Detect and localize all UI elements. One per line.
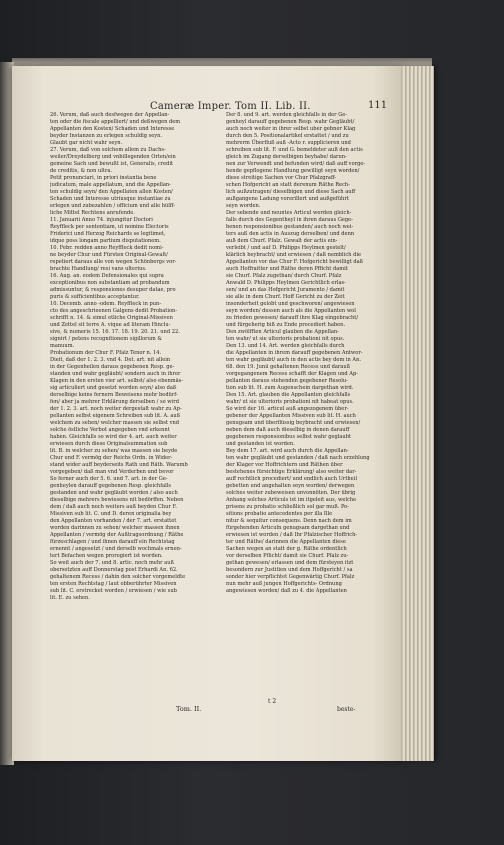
text-line: haben. Gleichfalls so wird der 4. art. auch weiter [50, 434, 177, 440]
text-line: sie alle in dem Churf. Hoff Gericht zu der Zeit [226, 294, 345, 300]
text-line: stand wider auff beyderseits Rath und Räth. Warumb [50, 462, 188, 468]
text-line: gethan gewesen/ erlassen und dem fürsteyen itzt [226, 560, 354, 566]
text-line: ters auß den actis in Auszug derselben/ und denn [226, 231, 355, 237]
text-line: Den zwölfften Articul glauben die Appellan- [226, 329, 339, 335]
text-line: schrifft n. 14. & simul etliche Original-Missiven [50, 315, 173, 321]
running-head: Cameræ Imper. Tom II. Lib. II. [150, 101, 311, 112]
text-line: gestanden und wahr gegläubt worden / also auch [50, 490, 178, 496]
text-line: fürgehenden Articuln genugsam dargethan und [226, 525, 350, 531]
text-line: pellanten selbst eigenem Schreiben sub lit. A. auß [50, 413, 181, 419]
text-line: zu frieden gewesen/ darauff ihre Klag eingebracht/ [226, 315, 359, 321]
text-line: standen und wahr gegläubt/ sondern auch in ihrer [50, 371, 181, 377]
text-line: admissuntur, & responsiones desuper datae, pro [50, 287, 176, 293]
text-line: besondern zur Justitien und dem Hoffgericht / sa [226, 567, 353, 573]
text-line: Den 13. und 14. Art. werden gleichfalls durch [226, 343, 345, 349]
text-line: derselbige keins fernern Beweisens mehr bedürf- [50, 392, 178, 398]
text-line: worden darinnen zu sehen/ welcher massen ihnen [50, 525, 180, 531]
text-line: So ferner auch der 5. 6. und 7. art. in der Ge- [50, 476, 168, 482]
text-line: liche Mittel Rechtens anrufende. [50, 210, 135, 216]
text-line: ne beyder Chur und Fürsten Original-Gewalt/ [50, 252, 168, 258]
text-line: sie Churf. Pfalz zugethan/ durch Churf. Pfalz [226, 273, 342, 279]
text-line: und fürgeherig biß zu Ende procediert haben. [226, 322, 346, 328]
text-line: brachte Handlung/ resi vans ulterius. [50, 266, 147, 272]
text-line: verleibt / und auf D. Philipps Heylmen gestelt/ [226, 245, 346, 251]
text-line: ten oder die fiscale appelliert/ und deßwegen dem [50, 119, 181, 125]
text-line: nen zur Verwendt und befunden wird/ daß auff vorge- [226, 161, 366, 167]
text-line: neben dem daß auch dieselbig in denen darauff [226, 427, 350, 433]
text-line: sonder hier verpflichtet Gegenwärtig Churf. Pfalz [226, 574, 355, 580]
text-line: ter und Räthe/ darinnen die Appellanten diese [226, 539, 346, 545]
text-line: dem / daß auch noch weiters auß beyden Chur F. [50, 504, 177, 510]
text-line: puris & sufficientibus acceptantur. [50, 294, 140, 300]
text-line: genugsam und überflüssig beybracht und erwiesen/ [226, 420, 361, 426]
text-line: Anwald D. Philipps Heylmen Gerichtlich erlas- [226, 280, 346, 286]
text-line: Probationum der Chur F. Pfalz Tenor n. 14. [50, 350, 162, 356]
text-line: insonderheit gelobt und geschworen/ angewiesen [226, 301, 355, 307]
text-line: seyn worden. [226, 203, 261, 209]
text-line: Sachen wegen an statt der g. Räthe ordentlich [226, 546, 347, 552]
text-line: den Appellanten vorhanden / der 7. art. erstattet [50, 518, 177, 524]
text-line: 10. Febr. redden anno Reyffleck dedit nomi- [50, 245, 164, 251]
text-line: 10. Decemb. anno -odem. Reyffleck in pun- [50, 301, 162, 307]
text-line: erwiesen ist worden / daß Ihr Pfalzischer Hoffrich- [226, 532, 358, 538]
text-line: manuum. [50, 343, 75, 349]
page-stack-edge [402, 66, 434, 761]
text-column-left [50, 112, 221, 717]
text-line: und gestanden ist worden. [226, 441, 295, 447]
signature-mark: t 2 [268, 698, 277, 705]
text-line: dieselbige mehrers bewiesens nit bedörffen. Neben [50, 497, 184, 503]
text-line: obersetzten auff Donnerstag post Erhardi An. 62. [50, 567, 178, 573]
text-line: 11. Januarii Anno 74. injungitur Doctori [50, 217, 153, 223]
text-line: beyder Instanzen zu erlegen schuldig seyn. [50, 133, 163, 139]
text-line: Glaubt gar nicht wahr seyn. [50, 140, 123, 146]
text-line: Den 15. Art. glauben die Appellanten gleichfalls [226, 392, 351, 398]
text-line: vorgegangenem Recess schafft der Klagen und Ap- [226, 371, 358, 377]
text-line: solches weiter zubeweisen unvonnöten. Der übrig [226, 490, 356, 496]
text-line: idque poss longam partium disputationem. [50, 238, 161, 244]
text-line: ten schuldig seyn/ den Appellaten allen Kosten/ [50, 189, 173, 195]
text-line: lit. B. in welcher zu sehen/ was massen sie beyde [50, 448, 178, 454]
text-line: signirt / petens recognitionem sigillorum & [50, 336, 162, 342]
text-line: sitions probatio antecedentes per illa Ille [226, 511, 333, 517]
text-line: sen/ und an das Hofgericht Juramento / damit [226, 287, 345, 293]
text-line: nitur & sequitur consequens. Denn nach dem im [226, 518, 352, 524]
text-line: klärlich beybracht/ und erwiesen / daß nemblich die [226, 252, 361, 258]
text-line: durch den 5. Positionalartikel erstattet / und zu [226, 133, 349, 139]
text-line: Reyffleck per sententiam, ut nomine Electoris [50, 224, 169, 230]
text-line: tion sub lit. H. zum Augenschein dargethan wird. [226, 385, 354, 391]
text-line: fürzeschlagen / und ihnen darauff ein Rechtstag [50, 539, 175, 545]
text-line: auch noch weiter in ihrer selbst uber gebner Klag [226, 126, 356, 132]
text-line: auß dem Churf. Pfalz. Gewalt der actis ein- [226, 238, 338, 244]
text-line: prisens zu probatio schließlich sol gar muß. Po- [226, 504, 349, 510]
text-line: sive, & numeris 15. 16. 17. 18. 19. 20. 21. und 22. [50, 329, 180, 335]
text-line: schreiben sub lit. F. und G. bemeldeter auß den actis [226, 147, 363, 153]
text-line: lich außzutragen/ dieselbigen und diese Sach auff [226, 189, 356, 195]
text-line: gemeine Sach und bewußt ist, Generalis, credit [50, 161, 174, 167]
text-line: wahr/ ut sie ulterioris probationi nit habeat opus. [226, 399, 354, 405]
text-line: Dieit, daß der 1. 2. 3. vnd 4. Det. art. nit allein [50, 357, 171, 363]
text-line: Appellanten den Kosten/ Schaden und Interesse [50, 126, 175, 132]
text-line: falls durch des Gegentheyl in ihren daraus Gege- [226, 217, 353, 223]
text-line: auch Hoffraitter und Räthe deren Pfficht damit [226, 266, 348, 272]
text-line: Chur und F. vermög der Reichs Ordn. in Wider- [50, 455, 173, 461]
text-line: Klagen in den ersten vier art. selbst/ also ebenmäs- [50, 378, 183, 384]
text-line: 27. Verum, daß von solchem allem zu Dachs- [50, 147, 166, 153]
text-line: gebetten und angehalten seyn worden/ derwegen [226, 483, 355, 489]
text-line: der 1. 2. 3. art. noch weiter dergestalt wahr zu Ap- [50, 406, 182, 412]
catchword: beste- [337, 706, 356, 713]
text-line: gegebenen responsionibus selbst wahr geglaubt [226, 434, 352, 440]
text-line: repetiert daraus alle von wegen Schönbergs vor- [50, 259, 177, 265]
text-line: cto des angeschrieenen Galgens dedit Probation- [50, 308, 178, 314]
text-line: auff rechtlich procediert/ und endlich auch Urtheil [226, 476, 357, 482]
text-line: Schaden und Interesse utriusque instantiae zu [50, 196, 171, 202]
text-line: sub lit. C. erstrecket worden / erwiesen / wie sub [50, 588, 177, 594]
text-line: diese streitige Sachen vor Chur Pfalzgraff- [226, 175, 337, 181]
text-line: Der 8. und 9. art. werden gleichfalls in der Ge- [226, 112, 348, 118]
text-line: sig articuliert und gesetzt worden seyn/ also daß [50, 385, 177, 391]
text-line: gehaltenem Recess / dahin den solcher vorgemeldte [50, 574, 186, 580]
text-line: pellanten daraus stehenden gegebener Resolu- [226, 378, 348, 384]
text-line: solche östliche Verbot angegeben vnd erkennt [50, 427, 170, 433]
text-line: gleich im Zugang derselbigen beyhabe/ darun- [226, 154, 347, 160]
text-line: außgangene Ladung vorerillert und außgeführt [226, 196, 349, 202]
text-line: erwiesen durch diese Originalsummation sub [50, 441, 168, 447]
text-line: schen Hofgericht an statt derenum Räthe Rech- [226, 182, 350, 188]
text-line: Bey dem 17. art. wird auch durch die Appellan- [226, 448, 349, 454]
text-line: exceptionibus non substantiam ad probandum [50, 280, 170, 286]
text-line: lit. E. zu sehen. [50, 595, 90, 601]
text-line: gebener der Appellanten Missiven sub lit. H. auch [226, 413, 356, 419]
text-line: ten wahr/ ut sie ulterioris probationi nit opus. [226, 336, 345, 342]
text-line: benen responsionibus gestanden/ auch noch wei- [226, 224, 354, 230]
text-line: fen/ aber ja mehrer Erklärung derselben / so wird [50, 399, 179, 405]
text-line: mehrerm Überfluß auß -Acto r. supplicieren und [226, 140, 351, 146]
text-line: nun mehr auß jungen Hoffgerichts- Ordnung [226, 581, 342, 587]
text-line: welchem zu sehen/ welcher massen sie selbst vnd [50, 420, 180, 426]
text-line: und Zettel sit terre A. vique ad literam Hinclu- [50, 322, 171, 328]
text-line: tert Befachen wegen prorogiert ist worden. [50, 553, 163, 559]
text-line: 26. Verum, daß auch desfwegen der Appellan- [50, 112, 170, 118]
text-line: Der sebende und neuntes Articul werden gleich- [226, 210, 352, 216]
text-line: vorgegeben/ daß man vnd Verderben und bevor [50, 469, 174, 475]
text-line: So weit auch der 7. und 8. artic. noch mehr auß [50, 560, 174, 566]
text-line: ernennt / angesetzt / und derselb wochmals ernen- [50, 546, 182, 552]
text-line: Petit pronunciari, in priori instantia bene [50, 175, 157, 181]
text-line: erlegen und zubezahlen / officium und alle hülff- [50, 203, 176, 209]
text-line: Appellanten vor das Chur F. Hofgericht bewilligt daß [226, 259, 364, 265]
text-line: die Appellanten in ihrem darauff gegebenen Antwor- [226, 350, 363, 356]
text-line: hende gepflogene Handlung gewilligt seyn worden/ [226, 168, 360, 174]
text-line: judicatum, male appellatum, und die Appellan- [50, 182, 171, 188]
text-line: Missiven sub lit. C. und D. deren originalia bey [50, 511, 172, 517]
page-number: 111 [368, 100, 388, 111]
text-line: seyn worden/ dessen auch als die Appellanten wol [226, 308, 356, 314]
text-line: 16. Aug. an. eodem Defensionales qui supra [50, 273, 164, 279]
text-line: ten wahr gegläubt/ auch in den actis bey dem in An. [226, 357, 361, 363]
text-line: ten wahr gegläubt und gestanden / daß nach erzehlung [226, 455, 370, 461]
signature-left: Tom. II. [176, 705, 202, 713]
text-line: 68. den 19. Junii gehaltenen Recess und darauß [226, 364, 351, 370]
text-line: Anhang solches Articuls ist im itgeleit aus, welche [226, 497, 357, 503]
text-line: genheylen darauff gegebenen Resp. gleichfalls [50, 483, 172, 489]
text-line: Friderici und Herzog Reichards se legitimet, [50, 231, 166, 237]
text-line: So wird der 16. articul auß angezogenem über- [226, 406, 349, 412]
text-line: weiler/Dreydelberg und vnbillegenden Orten/ein [50, 154, 176, 160]
text-line: vor derselben Pflicht/ damit sie Churf. Pfalz zu- [226, 553, 349, 559]
text-column-right [226, 112, 397, 717]
text-line: Appellanten / vermög der Außtragsordnung / Räthe [50, 532, 184, 538]
text-line: der Klager vor Hoffrichtern und Räthen über [226, 462, 343, 468]
text-line: in der Gegenheilen daraus gegebenen Resp. ge- [50, 364, 175, 370]
text-line: angewiesen worden/ daß zu 4. die Appellanten [226, 588, 347, 594]
text-line: genheyl darauff gegebenen Resp. wahr Gegläubt/ [226, 119, 355, 125]
text-line: bestehenes fürsichtige Erklärung/ also weiter dar- [226, 469, 357, 475]
text-line: de creditis, & non ultra. [50, 168, 113, 174]
text-line: ten ersten Rechtstag / laut obberührter Missiven [50, 581, 177, 587]
